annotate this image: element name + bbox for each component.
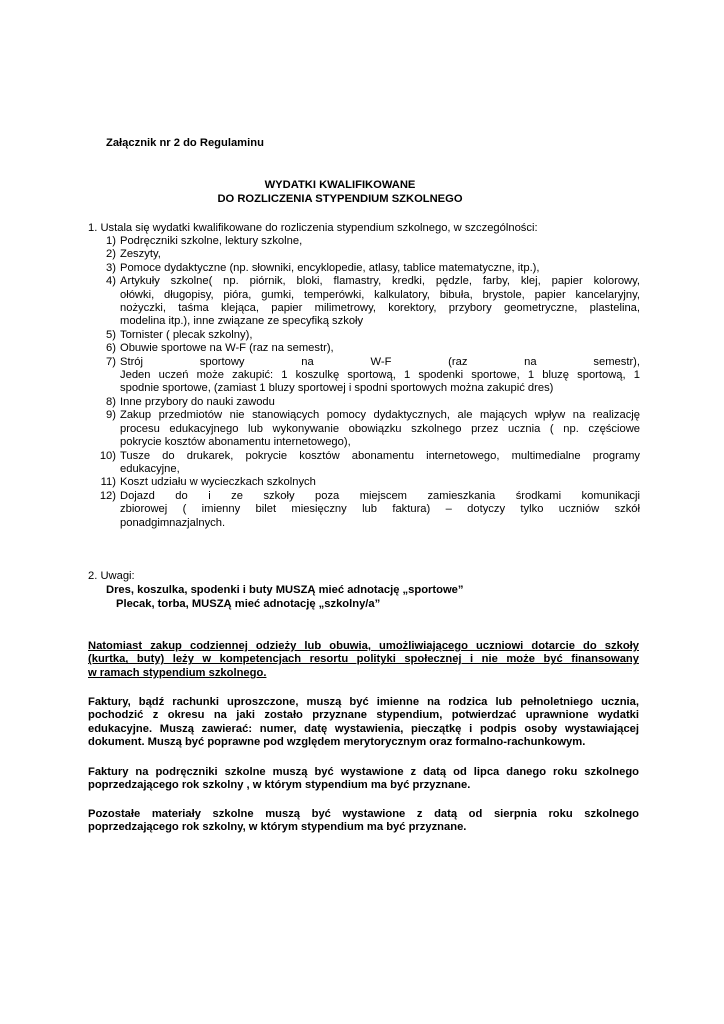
paragraph-line: dokument. Muszą być poprawne pod względem merytorycznym oraz formalno-rachunkowym. [88, 736, 586, 749]
list-item [88, 262, 640, 275]
paragraph-invoices [88, 696, 639, 750]
list-item [88, 450, 640, 477]
list-item-text [120, 450, 640, 477]
list-item-line: Dojazd do i ze szkoły poza miejscem zamieszkania środkami komunikacji [120, 489, 640, 502]
note-school-bag: Plecak, torba, MUSZĄ mieć adnotację „szkolny/a” [116, 598, 381, 610]
list-item [88, 329, 640, 342]
list-item-text [120, 490, 640, 530]
list-item [88, 490, 640, 530]
list-item-text [120, 262, 640, 275]
list-item-line: Obuwie sportowe na W-F (raz na semestr), [120, 342, 334, 355]
note-sportswear: Dres, koszulka, spodenki i buty MUSZĄ mieć adnotację „sportowe” [106, 584, 464, 596]
paragraph-line: Pozostałe materiały szkolne muszą być wystawione z datą od sierpnia roku szkolnego [88, 808, 639, 820]
list-item-line: Pomoce dydaktyczne (np. słowniki, encyklopedie, atlasy, tablice matematyczne, itp.), [120, 261, 540, 274]
list-item-number: 12) [99, 489, 116, 502]
paragraph-line: w ramach stypendium szkolnego. [88, 666, 267, 679]
paragraph-line: (kurtka, buty) leży w kompetencjach resortu polityki społecznej i nie może być finansowany [88, 653, 639, 666]
list-item-number: 5) [106, 328, 116, 341]
intro-text: 1. Ustala się wydatki kwalifikowane do rozliczenia stypendium szkolnego, w szczególności: [88, 222, 538, 234]
document-title-line2: DO ROZLICZENIA STYPENDIUM SZKOLNEGO [217, 193, 463, 205]
list-item-number: 3) [106, 261, 116, 274]
paragraph-textbook-dates [88, 766, 639, 793]
list-item [88, 356, 640, 396]
list-item-line: Inne przybory do nauki zawodu [120, 395, 275, 408]
list-item-text [120, 356, 640, 396]
list-item-number: 6) [106, 342, 116, 355]
list-item-line: Koszt udziału w wycieczkach szkolnych [120, 476, 316, 489]
list-item-number: 7) [106, 355, 116, 368]
list-item-line: Tusze do drukarek, pokrycie kosztów abonamentu internetowego, multimedialne programy [120, 449, 640, 462]
list-item-line: Strój sportowy na W-F (raz na semestr), [120, 355, 640, 368]
list-item [88, 396, 640, 409]
list-item-number: 8) [106, 395, 116, 408]
paragraph-clothing [88, 640, 639, 680]
list-item-line: modelina itp.), inne związane ze specyfiką szkoły [120, 315, 364, 328]
paragraph-line: poprzedzającego rok szkolny , w którym stypendium ma być przyznane. [88, 779, 471, 792]
paragraph-line: Natomiast zakup codziennej odzieży lub obuwia, umożliwiającego uczniowi dotarcie do szkoły [88, 640, 639, 652]
list-item-line: zbiorowej ( imienny bilet miesięczny lub faktura) – dotyczy tylko uczniów szkół [120, 503, 640, 516]
list-item-line: Zakup przedmiotów nie stanowiących pomocy dydaktycznych, ale mających wpływ na realizację [120, 409, 640, 422]
list-item-text [120, 342, 640, 355]
list-item-line: Zeszyty, [120, 248, 161, 261]
list-item-number: 2) [106, 248, 116, 261]
list-item-number: 1) [106, 235, 116, 247]
list-item [88, 235, 640, 248]
list-item [88, 275, 640, 329]
paragraph-materials-dates [88, 808, 639, 835]
paragraph-line: pochodzić z okresu na jaki zostało przyznane stypendium, potwierdzać uprawnione wydatki [88, 709, 639, 722]
expense-list [88, 235, 640, 530]
list-item-line: ponadgimnazjalnych. [120, 516, 226, 529]
list-item-line: pokrycie kosztów abonamentu internetowego), [120, 436, 351, 449]
list-item-text [120, 235, 640, 248]
list-item-line: Podręczniki szkolne, lektury szkolne, [120, 235, 303, 247]
list-item [88, 409, 640, 449]
list-item-text [120, 476, 640, 489]
paragraph-line: Faktury na podręczniki szkolne muszą być wystawione z datą od lipca danego roku szkolnego [88, 766, 639, 778]
paragraph-line: poprzedzającego rok szkolny, w którym stypendium ma być przyznane. [88, 821, 467, 834]
list-item [88, 476, 640, 489]
list-item-number: 4) [106, 275, 116, 288]
paragraph-line: Faktury, bądź rachunki uproszczone, muszą być imienne na rodzica lub pełnoletniego ucznia, [88, 696, 639, 708]
list-item [88, 248, 640, 261]
list-item-text [120, 275, 640, 329]
list-item-line: Artykuły szkolne( np. piórnik, bloki, flamastry, kredki, pędzle, farby, klej, papier kolorowy, [120, 275, 640, 288]
list-item-line: Jeden uczeń może zakupić: 1 koszulkę sportową, 1 spodenki sportowe, 1 bluzę sportową, 1 [120, 369, 640, 382]
list-item-number: 10) [99, 449, 116, 462]
list-item-text [120, 396, 640, 409]
list-item-line: ołówki, długopisy, pióra, gumki, temperówki, kalkulatory, bibuła, brystole, papier kancelaryjny, [120, 288, 640, 301]
list-item-text [120, 409, 640, 449]
notes-heading: 2. Uwagi: [88, 570, 135, 582]
list-item-line: Tornister ( plecak szkolny), [120, 328, 253, 341]
paragraph-line: edukacyjne. Muszą zawierać: numer, datę wystawienia, pieczątkę i podpis osoby wystawiającej [88, 722, 639, 735]
annex-label: Załącznik nr 2 do Regulaminu [106, 137, 264, 149]
list-item-number: 9) [106, 409, 116, 422]
list-item-number: 11) [100, 476, 116, 489]
list-item-line: nożyczki, taśma klejąca, papier milimetrowy, korektory, przybory geometryczne, plastelina, [120, 302, 640, 315]
list-item-text [120, 248, 640, 261]
list-item-line: procesu edukacyjnego lub wykonywanie obowiązku szkolnego przez ucznia ( np. częściowe [120, 422, 640, 435]
list-item-text [120, 329, 640, 342]
list-item-line: edukacyjne, [120, 462, 180, 475]
list-item [88, 342, 640, 355]
list-item-line: spodnie sportowe, (zamiast 1 bluzy sportowej i spodni sportowych można zakupić dres) [120, 382, 554, 395]
document-title-line1: WYDATKI KWALIFIKOWANE [264, 179, 416, 191]
